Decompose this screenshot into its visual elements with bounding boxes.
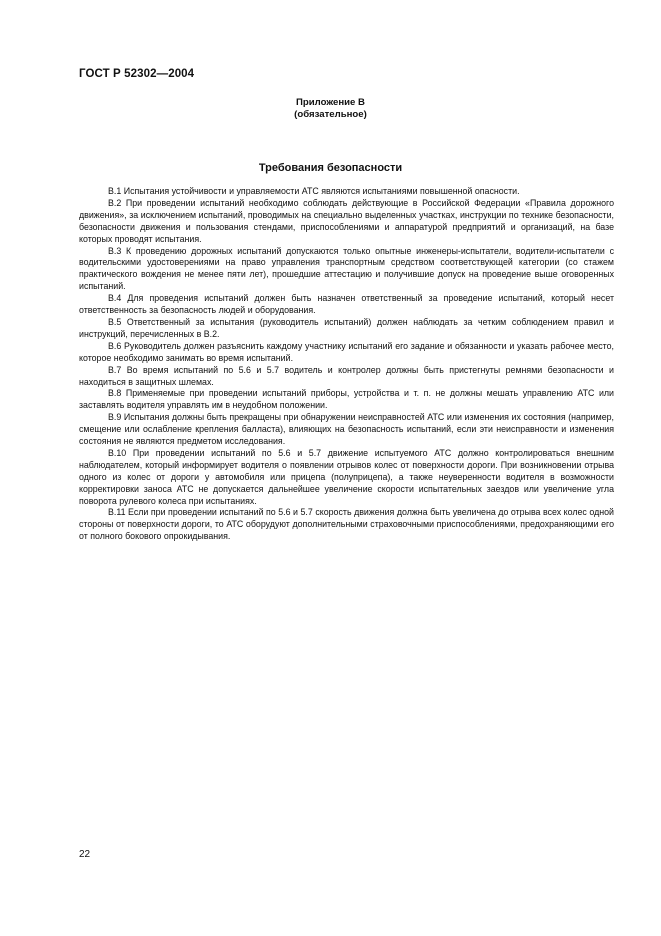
paragraph-b10: В.10 При проведении испытаний по 5.6 и 5.7 движение испытуемого АТС должно контролироваться внешним наблюдателем, который информирует водителя о появлении отрывов колес от поверхности дороги. При возникновении отрыва одного из колес от дороги у автомобиля или прицепа (полуприцепа), а также неуверенности водителя в возможности корректировки заноса АТС не допускается дальнейшее увеличение скорости испытательных заездов или увеличение угла поворота рулевого колеса при испытаниях. [79, 447, 614, 506]
paragraph-b5: В.5 Ответственный за испытания (руководитель испытаний) должен наблюдать за четким соблюдением правил и инструкций, перечисленных в В.2. [79, 316, 614, 339]
paragraph-b11: В.11 Если при проведении испытаний по 5.6 и 5.7 скорость движения должна быть увеличена до отрыва всех колес одной стороны от поверхности дороги, то АТС оборудуют дополнительными страховочными приспособлениями, предохраняющими его от полного бокового опрокидывания. [79, 507, 614, 542]
section-title: Требования безопасности [258, 162, 403, 174]
paragraph-b1: В.1 Испытания устойчивости и управляемости АТС являются испытаниями повышенной опасности. [108, 186, 520, 196]
page-number: 22 [79, 849, 91, 860]
standard-code-header: ГОСТ Р 52302—2004 [79, 68, 195, 80]
appendix-title: Приложение В [296, 97, 365, 108]
paragraph-b6: В.6 Руководитель должен разъяснить каждому участнику испытаний его задание и обязанности и указать рабочее место, которое необходимо занимать во время испытаний. [79, 340, 614, 363]
paragraph-b9: В.9 Испытания должны быть прекращены при обнаружении неисправностей АТС или изменения их состояния (например, смещение или ослабление крепления балласта), влияющих на безопасность испытаний, если эти неисправности и изменения состояния не являются предметом исследования. [79, 412, 614, 447]
paragraph-b8: В.8 Применяемые при проведении испытаний приборы, устройства и т. п. не должны мешать управлению АТС или заставлять водителя управлять им в неудобном положении. [79, 388, 614, 411]
paragraph-b4: В.4 Для проведения испытаний должен быть назначен ответственный за проведение испытаний, который несет ответственность за безопасность людей и оборудования. [79, 293, 614, 316]
paragraph-b7: В.7 Во время испытаний по 5.6 и 5.7 водитель и контролер должны быть пристегнуты ремнями безопасности и находиться в защитных шлемах. [79, 364, 614, 387]
paragraph-b2: В.2 При проведении испытаний необходимо соблюдать действующие в Российской Федерации «Правила дорожного движения», за исключением испытаний, проводимых на специально выделенных участках, инструкции по технике безопасности, безопасности движения и пользования стендами, приспособлениями и аппаратурой предприятий и организаций, на базе которых проводят испытания. [79, 197, 614, 244]
appendix-heading [0, 97, 661, 121]
appendix-status: (обязательное) [294, 109, 367, 120]
paragraph-b3: В.3 К проведению дорожных испытаний допускаются только опытные инженеры-испытатели, водители-испытатели с водительскими удостоверениями на право управления транспортным средством соответствующей категории (со стажем практического вождения не менее пяти лет), прошедшие аттестацию и получившие допуск на проведение выше оговоренных испытаний. [79, 245, 614, 292]
requirements-body [79, 186, 614, 543]
